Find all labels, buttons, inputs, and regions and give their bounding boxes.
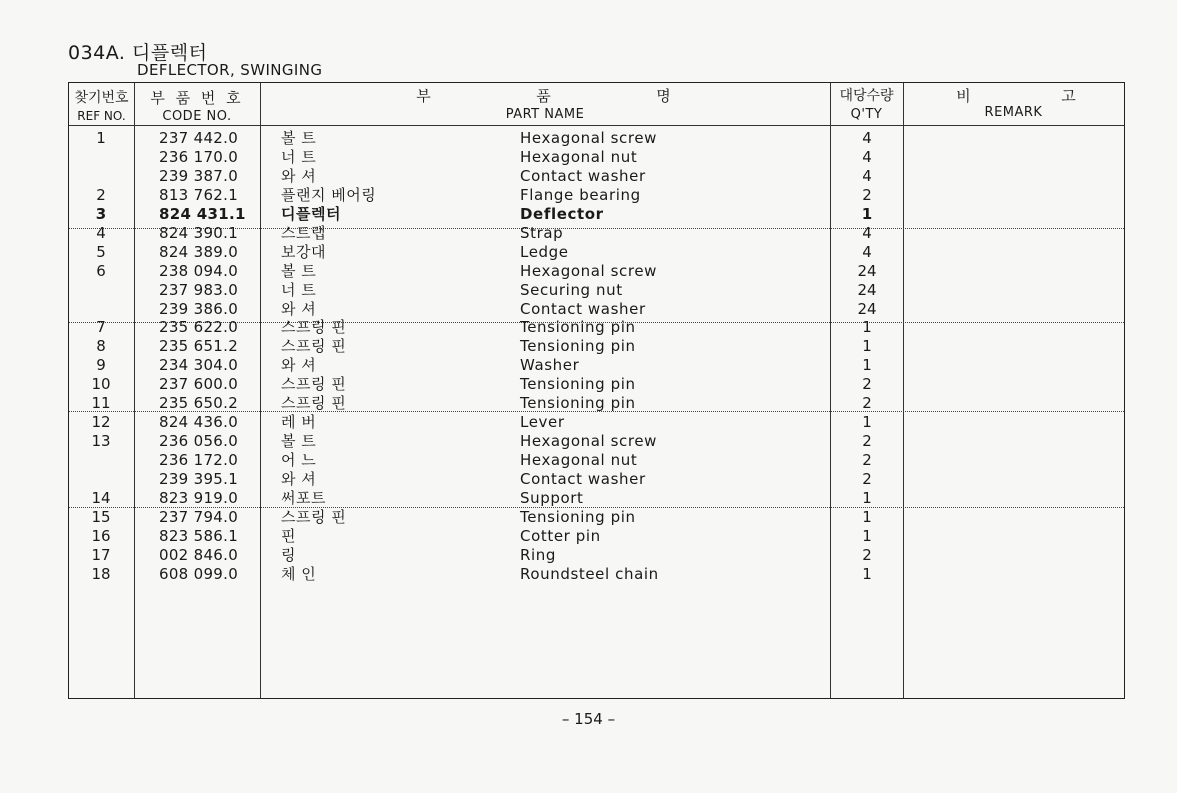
code-no: 002 846.0 bbox=[159, 546, 239, 564]
part-name: Deflector bbox=[520, 205, 604, 223]
part-name: Hexagonal nut bbox=[520, 148, 638, 166]
quantity: 4 bbox=[862, 243, 872, 261]
part-name-kor: 핀 bbox=[281, 527, 296, 545]
table-row bbox=[69, 451, 1124, 470]
code-no: 823 586.1 bbox=[159, 527, 239, 545]
part-name-kor: 디플렉터 bbox=[281, 205, 341, 223]
part-name: Tensioning pin bbox=[520, 318, 636, 336]
part-name: Hexagonal screw bbox=[520, 129, 658, 147]
code-no: 824 389.0 bbox=[159, 243, 239, 261]
quantity: 24 bbox=[857, 300, 877, 318]
table-row bbox=[69, 413, 1124, 432]
part-name: Hexagonal screw bbox=[520, 432, 658, 450]
code-no: 236 170.0 bbox=[159, 148, 239, 166]
table-row bbox=[69, 224, 1124, 243]
code-no: 824 431.1 bbox=[159, 205, 246, 223]
part-name: Contact washer bbox=[520, 167, 646, 185]
part-name-kor: 볼 트 bbox=[281, 432, 317, 450]
table-row bbox=[69, 262, 1124, 281]
part-name: Support bbox=[520, 489, 584, 507]
part-name-kor: 너 트 bbox=[281, 281, 317, 299]
code-no: 823 919.0 bbox=[159, 489, 239, 507]
code-no: 813 762.1 bbox=[159, 186, 239, 204]
ref-no: 17 bbox=[91, 546, 111, 564]
ref-no: 14 bbox=[91, 489, 111, 507]
quantity: 4 bbox=[862, 224, 872, 242]
part-name-kor: 스프링 핀 bbox=[281, 508, 347, 526]
quantity: 2 bbox=[862, 186, 872, 204]
part-name-kor: 스프링 핀 bbox=[281, 375, 347, 393]
ref-no: 2 bbox=[96, 186, 106, 204]
table-row bbox=[69, 432, 1124, 451]
part-name-kor: 스프링 핀 bbox=[281, 337, 347, 355]
quantity: 1 bbox=[862, 565, 872, 583]
part-name-kor: 스프링 핀 bbox=[281, 318, 347, 336]
part-name: Lever bbox=[520, 413, 565, 431]
ref-no: 1 bbox=[96, 129, 106, 147]
quantity: 2 bbox=[862, 546, 872, 564]
quantity: 2 bbox=[862, 394, 872, 412]
part-name-kor: 링 bbox=[281, 546, 296, 564]
quantity: 4 bbox=[862, 167, 872, 185]
code-no: 608 099.0 bbox=[159, 565, 239, 583]
table-row bbox=[69, 205, 1124, 224]
table-row bbox=[69, 527, 1124, 546]
ref-no: 13 bbox=[91, 432, 111, 450]
ref-no: 8 bbox=[96, 337, 106, 355]
quantity: 1 bbox=[861, 205, 873, 223]
code-no: 237 600.0 bbox=[159, 375, 239, 393]
part-name-kor: 어 느 bbox=[281, 451, 317, 469]
ref-no: 12 bbox=[91, 413, 111, 431]
part-name-kor: 플랜지 베어링 bbox=[281, 186, 377, 204]
header-ref-kor: 찾기번호 bbox=[74, 90, 129, 106]
page-number: – 154 – bbox=[561, 710, 616, 728]
part-name: Tensioning pin bbox=[520, 508, 636, 526]
code-no: 237 983.0 bbox=[159, 281, 239, 299]
part-name: Cotter pin bbox=[520, 527, 601, 545]
ref-no: 11 bbox=[91, 394, 111, 412]
quantity: 1 bbox=[862, 413, 872, 431]
code-no: 235 622.0 bbox=[159, 318, 239, 336]
part-name-kor: 와 셔 bbox=[281, 300, 317, 318]
part-name-kor: 스트랩 bbox=[281, 224, 326, 242]
table-row bbox=[69, 167, 1124, 186]
header-remark-eng: REMARK bbox=[984, 105, 1043, 120]
quantity: 1 bbox=[862, 508, 872, 526]
code-no: 236 172.0 bbox=[159, 451, 239, 469]
quantity: 2 bbox=[862, 470, 872, 488]
code-no: 237 794.0 bbox=[159, 508, 239, 526]
quantity: 1 bbox=[862, 337, 872, 355]
part-name: Hexagonal screw bbox=[520, 262, 658, 280]
header-name-kor-1: 부 bbox=[416, 87, 432, 105]
page-subtitle: DEFLECTOR, SWINGING bbox=[137, 61, 323, 79]
code-no: 235 650.2 bbox=[159, 394, 239, 412]
header-remark-kor-2: 고 bbox=[1061, 87, 1077, 105]
part-name: Contact washer bbox=[520, 470, 646, 488]
quantity: 24 bbox=[857, 281, 877, 299]
part-name-kor: 체 인 bbox=[281, 565, 317, 583]
part-name: Roundsteel chain bbox=[520, 565, 659, 583]
part-name: Tensioning pin bbox=[520, 394, 636, 412]
table-row bbox=[69, 281, 1124, 300]
part-name: Tensioning pin bbox=[520, 337, 636, 355]
code-no: 234 304.0 bbox=[159, 356, 239, 374]
table-row bbox=[69, 565, 1124, 584]
quantity: 1 bbox=[862, 318, 872, 336]
table-row bbox=[69, 375, 1124, 394]
quantity: 2 bbox=[862, 432, 872, 450]
quantity: 4 bbox=[862, 129, 872, 147]
part-name-kor: 와 셔 bbox=[281, 470, 317, 488]
code-no: 237 442.0 bbox=[159, 129, 239, 147]
table-row bbox=[69, 318, 1124, 337]
table-row bbox=[69, 394, 1124, 413]
part-name: Washer bbox=[520, 356, 580, 374]
ref-no: 7 bbox=[96, 318, 106, 336]
table-row bbox=[69, 129, 1124, 148]
header-qty-kor: 대당수량 bbox=[839, 88, 894, 104]
code-no: 235 651.2 bbox=[159, 337, 239, 355]
part-name-kor: 와 셔 bbox=[281, 356, 317, 374]
header-code-kor: 부 품 번 호 bbox=[150, 89, 244, 107]
part-name-kor: 보강대 bbox=[281, 243, 326, 261]
table-row bbox=[69, 243, 1124, 262]
table-row bbox=[69, 356, 1124, 375]
code-no: 239 387.0 bbox=[159, 167, 239, 185]
ref-no: 10 bbox=[91, 375, 111, 393]
ref-no: 15 bbox=[91, 508, 111, 526]
part-name-kor: 볼 트 bbox=[281, 262, 317, 280]
table-row bbox=[69, 300, 1124, 319]
table-row bbox=[69, 470, 1124, 489]
part-name-kor: 와 셔 bbox=[281, 167, 317, 185]
part-name: Contact washer bbox=[520, 300, 646, 318]
part-name: Ring bbox=[520, 546, 557, 564]
part-name: Strap bbox=[520, 224, 564, 242]
part-name-kor: 스프링 핀 bbox=[281, 394, 347, 412]
code-no: 238 094.0 bbox=[159, 262, 239, 280]
table-row bbox=[69, 337, 1124, 356]
quantity: 1 bbox=[862, 527, 872, 545]
table-row bbox=[69, 148, 1124, 167]
page-title: 034A. 디플렉터 bbox=[68, 42, 208, 64]
code-no: 236 056.0 bbox=[159, 432, 239, 450]
quantity: 1 bbox=[862, 356, 872, 374]
part-name: Flange bearing bbox=[520, 186, 641, 204]
part-name: Hexagonal nut bbox=[520, 451, 638, 469]
header-name-kor-3: 명 bbox=[656, 87, 672, 105]
quantity: 4 bbox=[862, 148, 872, 166]
quantity: 24 bbox=[857, 262, 877, 280]
ref-no: 9 bbox=[96, 356, 106, 374]
header-remark-kor-1: 비 bbox=[956, 87, 972, 105]
part-name: Tensioning pin bbox=[520, 375, 636, 393]
code-no: 824 436.0 bbox=[159, 413, 239, 431]
ref-no: 16 bbox=[91, 527, 111, 545]
header-code-eng: CODE NO. bbox=[162, 109, 232, 124]
ref-no: 18 bbox=[91, 565, 111, 583]
part-name: Securing nut bbox=[520, 281, 623, 299]
part-name-kor: 너 트 bbox=[281, 148, 317, 166]
table-row bbox=[69, 186, 1124, 205]
code-no: 824 390.1 bbox=[159, 224, 239, 242]
table-row bbox=[69, 489, 1124, 508]
ref-no: 3 bbox=[95, 205, 107, 223]
part-name-kor: 볼 트 bbox=[281, 129, 317, 147]
table-row bbox=[69, 546, 1124, 565]
parts-table bbox=[68, 82, 1125, 699]
quantity: 2 bbox=[862, 451, 872, 469]
ref-no: 5 bbox=[96, 243, 106, 261]
header-name-kor-2: 품 bbox=[536, 87, 552, 105]
quantity: 1 bbox=[862, 489, 872, 507]
header-name-eng: PART NAME bbox=[505, 107, 585, 122]
header-qty-eng: Q'TY bbox=[850, 107, 883, 122]
ref-no: 4 bbox=[96, 224, 106, 242]
code-no: 239 386.0 bbox=[159, 300, 239, 318]
part-name-kor: 레 버 bbox=[281, 413, 317, 431]
part-name: Ledge bbox=[520, 243, 569, 261]
part-name-kor: 써포트 bbox=[281, 489, 326, 507]
table-row bbox=[69, 508, 1124, 527]
code-no: 239 395.1 bbox=[159, 470, 239, 488]
ref-no: 6 bbox=[96, 262, 106, 280]
quantity: 2 bbox=[862, 375, 872, 393]
header-ref-eng: REF NO. bbox=[77, 109, 126, 123]
